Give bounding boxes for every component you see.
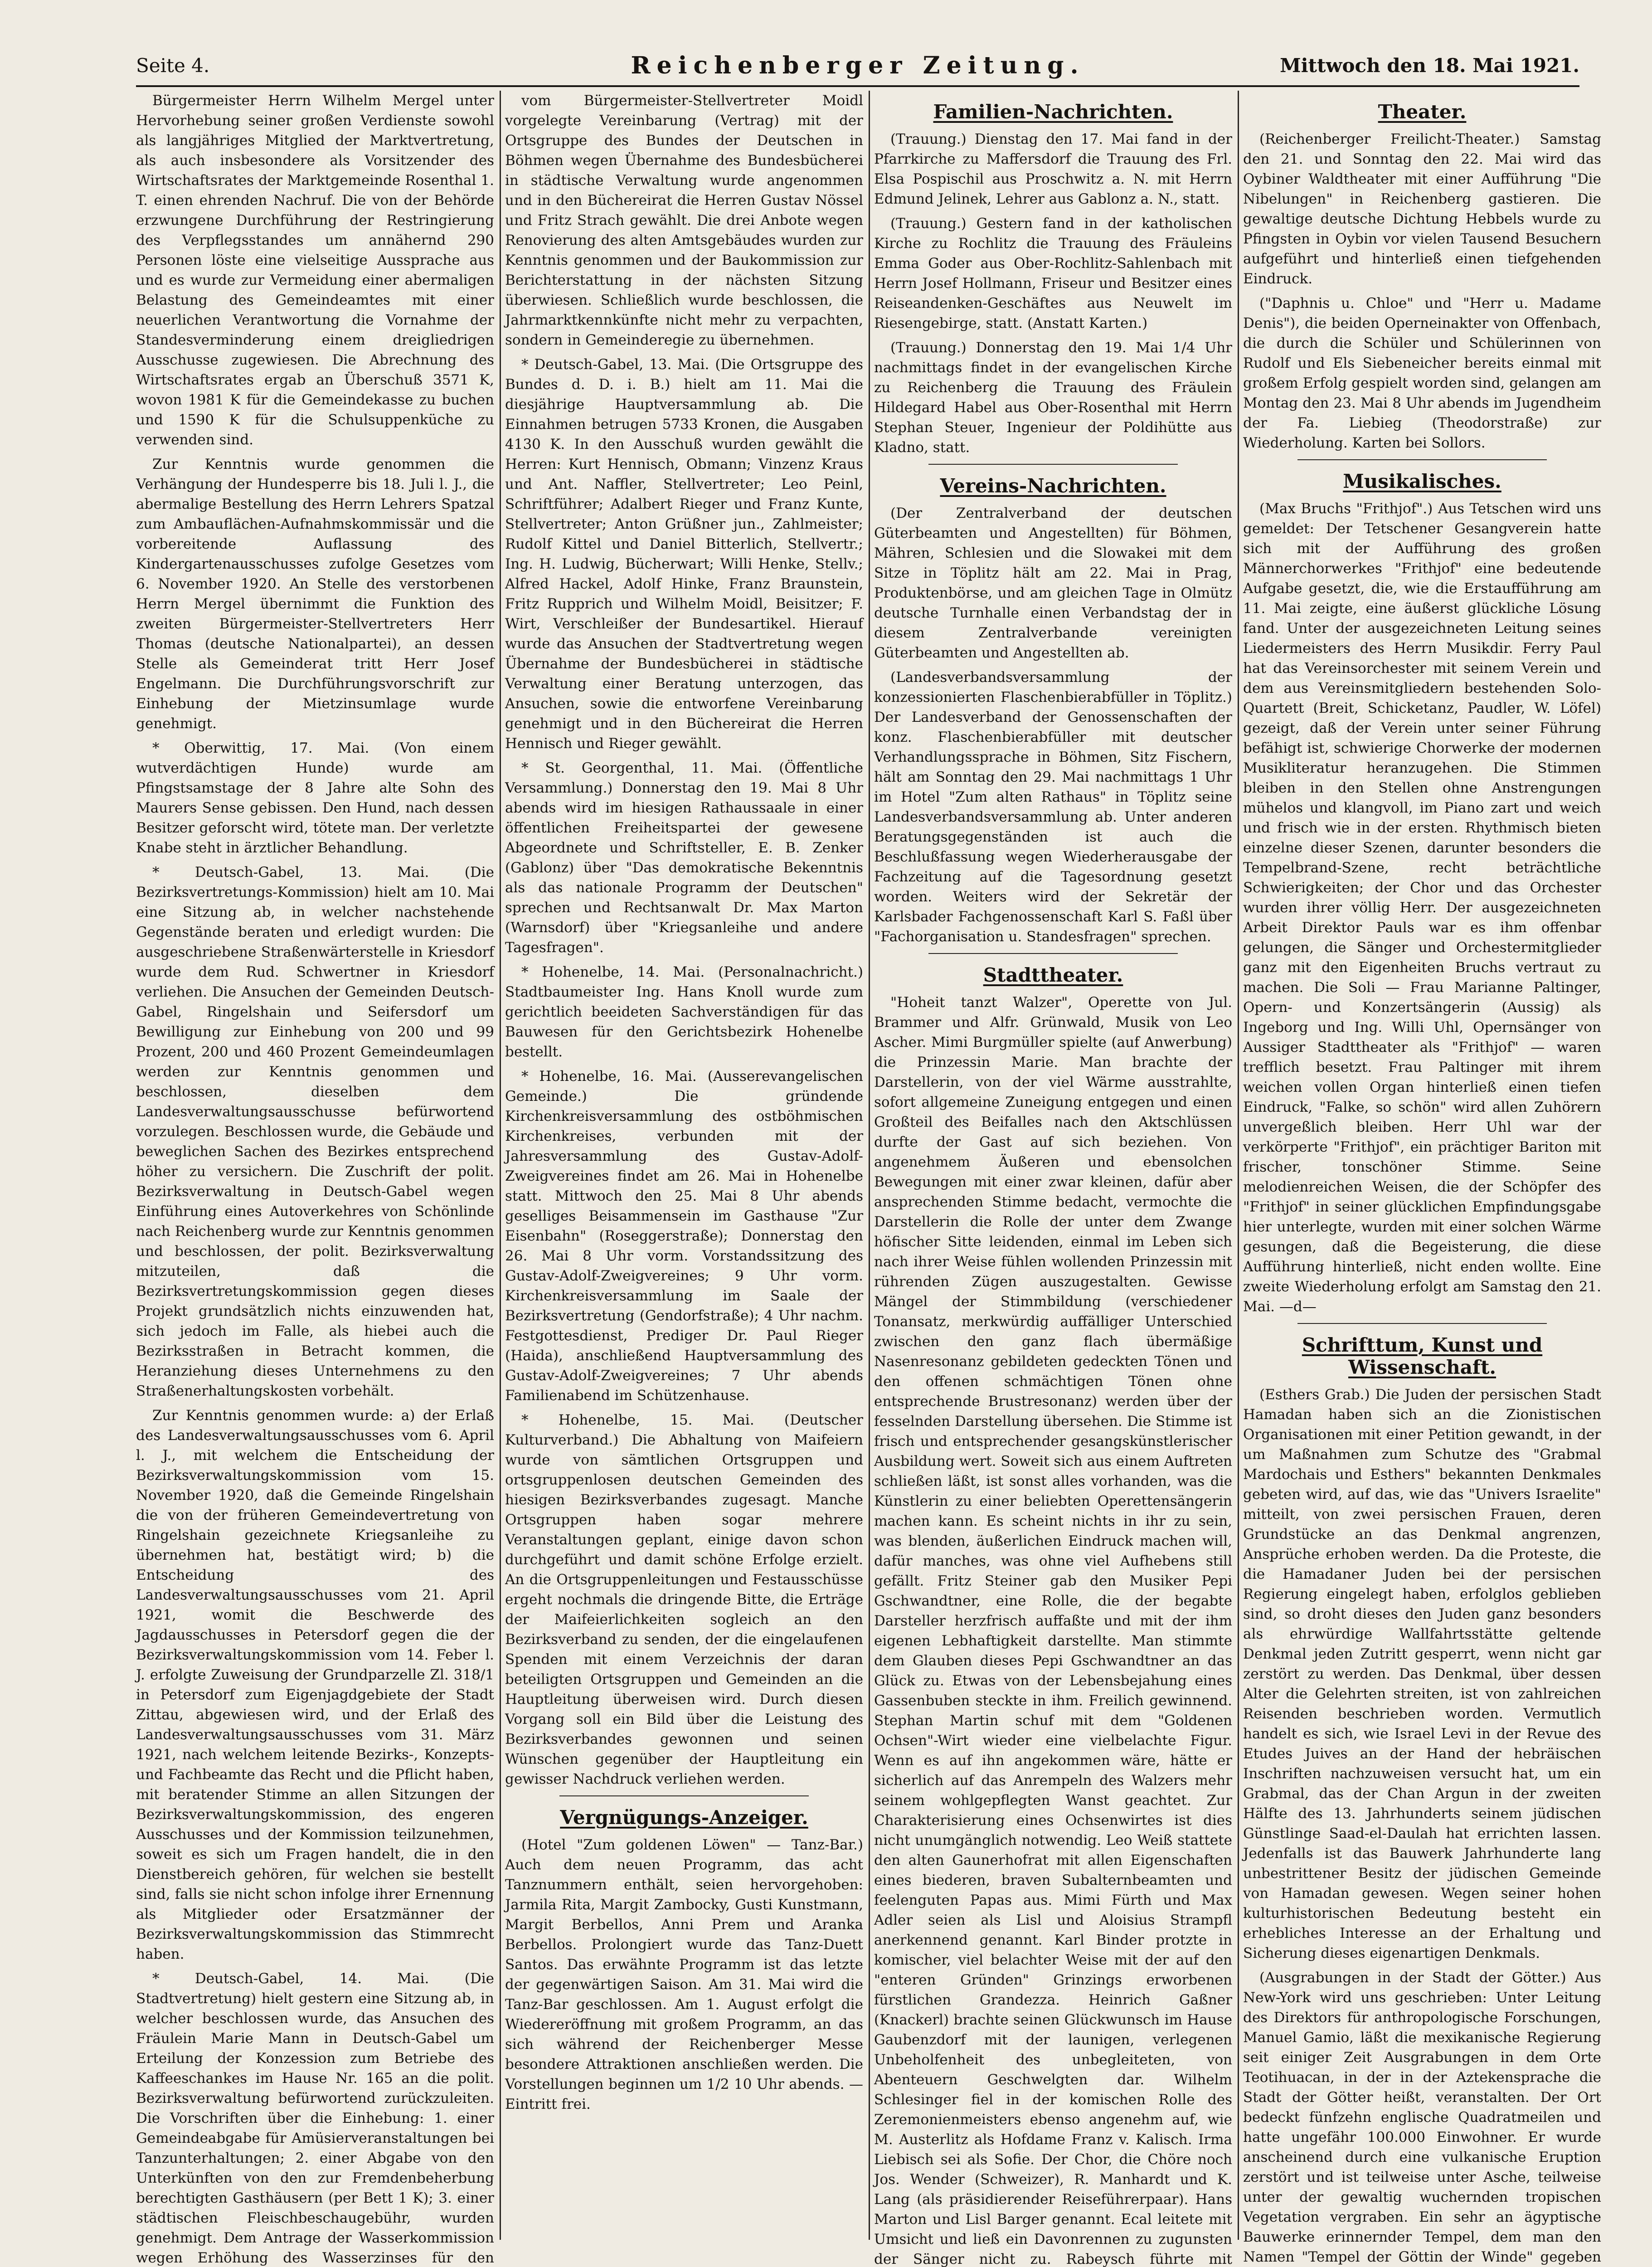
article-paragraph: * Hohenelbe, 15. Mai. (Deutscher Kulturverband.) Die Abhaltung von Maifeiern wurde von sämtlichen Ortsgruppen und ortsgruppenlosen deutschen Gemeinden des hiesigen Bezirksverbandes zugesagt. Manche Ortsgruppen haben sogar mehrere Veranstaltungen geplant, einige davon schon durchgeführt und damit schöne Erfolge erzielt. An die Ortsgruppenleitungen und Festausschüsse ergeht nochmals die dringende Bitte, die Erträge der Maifeierlichkeiten sogleich an den Bezirksverband zu senden, der die eingelaufenen Spenden mit einem Verzeichnis der daran beteiligten Ortsgruppen und Gemeinden an die Hauptleitung überweisen wird. Durch diesen Vorgang soll ein Bild über die Leistung des Bezirksverbandes gewonnen und seinen Wünschen gegenüber der Hauptleitung ein gewisser Nachdruck verliehen werden.: [505, 1412, 863, 1787]
article-paragraph: vom Bürgermeister-Stellvertreter Moidl vorgelegte Vereinbarung (Vertrag) mit der Ortsgruppe des Bundes der Deutschen in Böhmen wegen Übernahme des Bundesbücherei in städtische Verwaltung wurde angenommen und in den Büchereirat die Herren Gustav Nössel und Fritz Strach gewählt. Die drei Anbote wegen Renovierung des alten Amtsgebäudes wurden zur Kenntnis genommen und der Baukommission zur Berichterstattung in der nächsten Sitzung überwiesen. Schließlich wurde beschlossen, die Jahrmarktkennkünfte nicht mehr zu verpachten, sondern in Gemeinderegie zu übernehmen.: [505, 92, 863, 348]
section-heading: Vergnügungs-Anzeiger.: [560, 1806, 808, 1829]
article-paragraph: * Deutsch-Gabel, 13. Mai. (Die Ortsgruppe des Bundes d. D. i. B.) hielt am 11. Mai die diesjährige Hauptversammlung ab. Die Einnahmen betrugen 5733 Kronen, die Ausgaben 4130 K. In den Ausschuß wurden gewählt die Herren: Kurt Hennisch, Obmann; Vinzenz Kraus und Ant. Naffler, Stellvertreter; Leo Peinl, Schriftführer; Adalbert Rieger und Franz Kunte, Stellvertreter; Anton Grüßner jun., Zahlmeister; Rudolf Kittel und Daniel Bitterlich, Stellvertr.; Ing. H. Ludwig, Bücherwart; Willi Henke, Stellv.; Alfred Hackel, Adolf Hinke, Franz Braunstein, Fritz Rupprich und Wilhelm Moidl, Beisitzer; F. Wirt, Verschleißer der Bundesartikel. Hierauf wurde das Ansuchen der Stadtvertretung wegen Übernahme der Bundesbücherei in städtische Verwaltung einer Beratung unterzogen, das Ansuchen, sowie die entworfene Vereinbarung genehmigt und in den Büchereirat die Herren Hennisch und Rieger gewählt.: [505, 356, 863, 752]
masthead: Reichenberger Zeitung.: [631, 52, 1085, 79]
article-paragraph: Zur Kenntnis genommen wurde: a) der Erlaß des Landesverwaltungsausschusses vom 6. April l. J., mit welchem die Entscheidung der Bezirksverwaltungskommission vom 15. November 1920, daß die Gemeinde Ringelshain die von der früheren Gemeindevertretung von Ringelshain gezeichnete Kriegsanleihe zu übernehmen hat, bestätigt wird; b) die Entscheidung des Landesverwaltungsausschusses vom 21. April 1921, womit die Beschwerde des Jagdausschusses in Petersdorf gegen die der Bezirksverwaltungskommission vom 14. Feber l. J. erfolgte Zuweisung der Grundparzelle Zl. 318/1 in Petersdorf zum Eigenjagdgebiete der Stadt Zittau, abgewiesen wird, und der Erlaß des Landesverwaltungsausschusses vom 31. März 1921, nach welchem leitende Bezirks-, Konzepts- und Fachbeamte das Recht und die Pflicht haben, mit beratender Stimme an allen Sitzungen der Bezirksverwaltungskommission, des engeren Ausschusses und der Kommission teilzunehmen, soweit es sich um Fragen handelt, die in den Dienstbereich gehören, für welchen sie bestellt sind, falls sie nicht schon infolge ihrer Ernennung als Mitglieder oder Ersatzmänner der Bezirksverwaltungskommission das Stimmrecht haben.: [136, 1407, 494, 1962]
article-paragraph: * Deutsch-Gabel, 14. Mai. (Die Stadtvertretung) hielt gestern eine Sitzung ab, in welcher beschlossen wurde, das Ansuchen des Fräulein Marie Mann in Deutsch-Gabel um Erteilung der Konzession zum Betriebe des Kaffeeschankes im Hause Nr. 165 an die polit. Bezirksverwaltung befürwortend zurückzuleiten. Die Vorschriften über die Einhebung: 1. einer Gemeindeabgabe für Amüsierveranstaltungen bei Tanzunterhaltungen; 2. einer Abgabe von den Unterkünften von den zur Fremdenbeherbung berechtigten Gasthäusern (per Bett 1 K); 3. einer städtischen Fleischbeschaugebühr, wurden genehmigt. Dem Antrage der Wasserkommission wegen Erhöhung des Wasserzinses für den: [136, 1970, 494, 2266]
article-paragraph: (Trauung.) Gestern fand in der katholischen Kirche zu Rochlitz die Trauung des Fräuleins Emma Goder aus Ober-Rochlitz-Sahlenbach mit Herrn Josef Hollmann, Friseur und Besitzer eines Reiseandenken-Geschäftes aus Neuwelt im Riesengebirge, statt. (Anstatt Karten.): [874, 215, 1232, 331]
article-paragraph: "Hoheit tanzt Walzer", Operette von Jul. Brammer und Alfr. Grünwald, Musik von Leo Ascher. Mimi Burgmüller spielte (auf Anwerbung) die Prinzessin Marie. Man brachte der Darstellerin, von der viel Wärme ausstrahlte, sofort allgemeine Zuneigung entgegen und einen Großteil des Beifalles nach den Aktschlüssen durfte der Gast auf sich beziehen. Von angenehmem Äußeren und ebensolchen Bewegungen mit einer zwar kleinen, dafür aber ansprechenden Stimme bedacht, vermochte die Darstellerin die Rolle der unter dem Zwange höfischer Sitte leidenden, einmal im Leben sich nach ihrer Weise fühlen wollenden Prinzessin mit rührenden Zügen auszugestalten. Gewisse Mängel der Stimmbildung (verschiedener Tonansatz, merkwürdig auffälliger Unterschied zwischen den ganz flach übermäßige Nasenresonanz gebildeten gedeckten Tönen und den offenen schmächtigen Tönen ohne entsprechende Brustresonanz) werden über der fesselnden Darstellung übersehen. Die Stimme ist frisch und entsprechender gesangskünstlerischer Ausbildung wert. Soweit sich aus einem Auftreten schließen läßt, ist sonst alles vorhanden, was die Künstlerin zu einer beliebten Operettensängerin machen kann. Es scheint nichts in ihr zu sein, was blenden, äußerlichen Eindruck machen will, dafür manches, was ohne viel Aufhebens still gefällt. Fritz Steiner gab den Musiker Pepi Gschwandtner, eine Rolle, die der begabte Darsteller herzfrisch auffaßte und mit der ihm eigenen Lebhaftigkeit darstellte. Man stimmte dem Glauben dieses Pepi Gschwandtner an das Glück zu. Etwas von der Lebensbejahung eines Gassenbuben steckte in ihm. Freilich gewinnend. Stephan Martin schuf mit dem "Goldenen Ochsen"-Wirt wieder eine vielbelachte Figur. Wenn es auf ihn angekommen wäre, hätte er sicherlich auf das Anrempeln des Walzers mehr seinem wohlgepflegten Wanst geachtet. Zur Charakterisierung eines Ochsenwirtes ist dies nicht unumgänglich notwendig. Leo Weiß stattete den alten Gaunerhofrat mit allen Eigenschaften eines biederen, braven Subalternbeamten und feelenguten Papas aus. Mimi Fürth und Max Adler seien als Lisl und Aloisius Strampfl anerkennend genannt. Karl Binder protzte in komischer, viel belachter Weise mit der auf den "enteren Gründen" Grinzings erworbenen fürstlichen Grandezza. Heinrich Gaßner (Knackerl) brachte seinen Glückwunsch im Hause Gaubenzdorf mit der launigen, verlegenen Unbeholfenheit des unbegleiteten, von Abenteuern Geschwelgten dar. Wilhelm Schlesinger fiel in der komischen Rolle des Zeremonienmeisters ebenso angenehm auf, wie M. Austerlitz als Hofdame Franz v. Kalisch. Irma Liebisch sei als Sofie. Der Chor, die Chöre noch Jos. Wender (Schweizer), R. Manhardt und K. Lang (als präsidierender Reiseführerpaar). Hans Marton und Lisl Barger genannt. Ecal leitete mit Umsicht und ließ ein Davonrennen zu zugunsten der Sänger nicht zu. Rabeysch führte mit: [874, 994, 1232, 2267]
column-3: [874, 91, 1232, 2267]
article-paragraph: * Hohenelbe, 14. Mai. (Personalnachricht.) Stadtbaumeister Ing. Hans Knoll wurde zum gerichtlich beeideten Sachverständigen für das Bauwesen für den Gerichtsbezirk Hohenelbe bestellt.: [505, 964, 863, 1060]
section-heading: Familien-Nachrichten.: [933, 101, 1173, 123]
column-1: [136, 91, 494, 2266]
column-rule: [1238, 91, 1239, 2240]
article-paragraph: * St. Georgenthal, 11. Mai. (Öffentliche Versammlung.) Donnerstag den 19. Mai 8 Uhr abends wird im hiesigen Rathaussaale in einer öffentlichen Freiheitspartei der gewesene Abgeordnete und Schriftsteller, E. B. Zenker (Gablonz) über "Das demokratische Bekenntnis als das nationale Programm der Deutschen" sprechen und Rechtsanwalt Dr. Max Marton (Warnsdorf) über "Kriegsanleihe und andere Tagesfragen".: [505, 760, 863, 956]
section-divider: [928, 464, 1178, 465]
section-heading: Theater.: [1378, 101, 1467, 123]
page-number: Seite 4.: [136, 54, 210, 77]
article-paragraph: (Max Bruchs "Frithjof".) Aus Tetschen wird uns gemeldet: Der Tetschener Gesangverein hatte sich mit der Aufführung des großen Männerchorwerkes "Frithjof" eine bedeutende Aufgabe gesetzt, die, wie die Erstaufführung am 11. Mai zeigte, eine äußerst glückliche Lösung fand. Unter der ausgezeichneten Leitung seines Liedermeisters des Herrn Musikdir. Ferry Paul hat das Vereinsorchester mit seinem Verein und dem aus Vereinsmitgliedern bestehenden Solo-Quartett (Breit, Schicketanz, Paudler, W. Löfel) gezeigt, daß der Verein unter seiner Führung befähigt ist, schwierige Chorwerke der modernen Musikliteratur heranzugehen. Die Stimmen bleiben in den Stellen ohne Anstrengungen mühelos und klangvoll, im Piano zart und weich und frisch wie in der ersten. Rhythmisch bieten einzelne dieser Szenen, darunter besonders die Tempelbrand-Szene, recht beträchtliche Schwierigkeiten; der Chor und das Orchester wurden ihrer völlig Herr. Der ausgezeichneten Arbeit Direktor Pauls war es ihm offenbar gelungen, die Sänger und Orchestermitglieder ganz mit den Eigenheiten Bruchs vertraut zu machen. Die Soli — Frau Marianne Paltinger, Opern- und Konzertsängerin (Aussig) als Ingeborg und Ing. Willi Uhl, Opernsänger von Aussiger Stadttheater als "Frithjof" — waren trefflich besetzt. Frau Paltinger mit ihrem weichen vollen Organ hinterließ einen tiefen Eindruck, "Falke, so schön" wird allen Zuhörern unvergeßlich bleiben. Herr Uhl war der verkörperte "Frithjof", ein prächtiger Bariton mit frischer, tonschöner Stimme. Seine melodienreichen Weisen, die der Schöpfer des "Frithjof" in seiner glücklichen Empfindungsgabe hier unterlegte, wurden mit einer solchen Wärme gesungen, daß die Begeisterung, die diese Aufführung hinterließ, nicht enden wollte. Eine zweite Wiederholung erfolgt am Samstag den 21. Mai. —d—: [1243, 501, 1601, 1315]
section-heading: Stadttheater.: [983, 964, 1123, 986]
article-paragraph: Bürgermeister Herrn Wilhelm Mergel unter Hervorhebung seiner großen Verdienste sowohl als langjähriges Mitglied der Marktvertretung, als auch insbesondere als Vorsitzender des Wirtschaftsrates der Marktgemeinde Rosenthal 1. T. einen ehrenden Nachruf. Die von der Behörde erzwungene Durchführung der Restringierung des Verpflegsstandes um annähernd 290 Personen löste eine vielseitige Aussprache aus und es wurde zur Vermeidung einer abermaligen Belastung des Gemeindeamtes mit einer neuerlichen Verantwortung die Vornahme der Standesverminderung einem dreigliedrigen Ausschusse zugewiesen. Die Abrechnung des Wirtschaftsrates ergab an Überschuß 3571 K, wovon 1981 K für die Gemeindekasse zu buchen und 1590 K für die Schulsuppenküche zu verwenden sind.: [136, 92, 494, 448]
column-2: [505, 91, 863, 2240]
article-columns: [136, 91, 1601, 2267]
section-heading: Musikalisches.: [1343, 470, 1501, 492]
column-rule: [869, 91, 870, 2240]
article-paragraph: Zur Kenntnis wurde genommen die Verhängung der Hundesperre bis 18. Juli l. J., die abermalige Bestellung des Herrn Lehrers Spatzal zum Ambauflächen-Aufnahmskommissär und die vorbereitende Auflassung des Kindergartenausschusses zufolge Gesetzes vom 6. November 1920. An Stelle des verstorbenen Herrn Mergel übernimmt die Funktion des zweiten Bürgermeister-Stellvertreters Herr Thomas (deutsche Nationalpartei), an dessen Stelle als Gemeinderat tritt Herr Josef Engelmann. Die Durchführungsvorschrift zur Einhebung der Mietzinsumlage wurde genehmigt.: [136, 456, 494, 732]
article-paragraph: * Hohenelbe, 16. Mai. (Ausserevangelischen Gemeinde.) Die gründende Kirchenkreisversammlung des ostböhmischen Kirchenkreises, verbunden mit der Jahresversammlung des Gustav-Adolf-Zweigvereines findet am 26. Mai in Hohenelbe statt. Mittwoch den 25. Mai 8 Uhr abends geselliges Beisammensein im Gasthause "Zur Eisenbahn" (Roseggerstraße); Donnerstag den 26. Mai 8 Uhr vorm. Vorstandssitzung des Gustav-Adolf-Zweigvereines; 9 Uhr vorm. Kirchenkreisversammlung im Saale der Bezirksvertretung (Gendorfstraße); 4 Uhr nachm. Festgottesdienst, Prediger Dr. Paul Rieger (Haida), anschließend Hauptversammlung des Gustav-Adolf-Zweigvereines; 7 Uhr abends Familienabend im Schützenhause.: [505, 1068, 863, 1404]
section-heading: Schrifttum, Kunst und Wissenschaft.: [1302, 1334, 1543, 1378]
article-paragraph: (Trauung.) Dienstag den 17. Mai fand in der Pfarrkirche zu Maffersdorf die Trauung des Frl. Elsa Pospischil aus Proschwitz a. N. mit Herrn Edmund Jelinek, Lehrer aus Gablonz a. N., statt.: [874, 131, 1232, 207]
section-divider: [1297, 459, 1547, 460]
section-divider: [1297, 1323, 1547, 1324]
article-paragraph: * Deutsch-Gabel, 13. Mai. (Die Bezirksvertretungs-Kommission) hielt am 10. Mai eine Sitzung ab, in welcher nachstehende Gegenstände beraten und erledigt wurden: Die ausgeschriebene Straßenwärterstelle in Kriesdorf wurde dem Rud. Schwertner in Kriesdorf verliehen. Die Ansuchen der Gemeinden Deutsch-Gabel, Ringelshain und Seifersdorf um Bewilligung zur Einhebung von 200 und 99 Prozent, 200 und 460 Prozent Gemeindeumlagen werden zur Kenntnis genommen und beschlossen, dieselben dem Landesverwaltungsausschusse befürwortend vorzulegen. Beschlossen wurde, die Gebäude und beweglichen Sachen des Bezirkes entsprechend höher zu versichern. Die Zuschrift der polit. Bezirksverwaltung in Deutsch-Gabel wegen Einführung eines Autoverkehres von Schönlinde nach Reichenberg wurde zur Kenntnis genommen und beschlossen, der polit. Bezirksverwaltung mitzuteilen, daß die Bezirksvertretungskommission gegen dieses Projekt grundsätzlich nichts einzuwenden hat, sich jedoch im Falle, als hiebei auch die Bezirksstraßen in Betracht kommen, die Heranziehung dieses Unternehmens zu den Straßenerhaltungskosten vorbehält.: [136, 864, 494, 1399]
article-paragraph: (Ausgrabungen in der Stadt der Götter.) Aus New-York wird uns geschrieben: Unter Leitung des Direktors für anthropologische Forschungen, Manuel Gamio, läßt die mexikanische Regierung seit einiger Zeit Ausgrabungen in dem Orte Teotihuacan, in der in der Aztekensprache die Stadt der Götter heißt, veranstalten. Der Ort bedeckt fünfzehn englische Quadratmeilen und hatte ungefähr 100.000 Einwohner. Er wurde anscheinend durch eine vulkanische Eruption zerstört und ist teilweise unter Asche, teilweise unter der gewaltig wuchernden tropischen Vegetation vergraben. Ein sehr an ägyptische Bauwerke erinnernder Tempel, dem man den Namen "Tempel der Göttin der Winde" gegeben: [1243, 1970, 1601, 2265]
article-paragraph: (Landesverbandsversammlung der konzessionierten Flaschenbierabfüller in Töplitz.) Der Landesverband der Genossenschaften der konz. Flaschenbierabfüller mit deutscher Verhandlungssprache in Böhmen, Sitz Fischern, hält am Sonntag den 29. Mai nachmittags 1 Uhr im Hotel "Zum alten Rathaus" in Töplitz seine Landesverbandsversammlung ab. Unter anderen Beratungsgegenständen ist auch die Beschlußfassung wegen Wiederherausgabe der Fachzeitung auf die Tagesordnung gesetzt worden. Weiters wird der Sekretär der Karlsbader Fachgenossenschaft Karl S. Faßl über "Fachorganisation u. Standesfragen" sprechen.: [874, 669, 1232, 945]
article-paragraph: (Hotel "Zum goldenen Löwen" — Tanz-Bar.) Auch dem neuen Programm, das acht Tanznummern enthält, seien hervorgehoben: Jarmila Rita, Margit Zambocky, Gusti Kunstmann, Margit Berbellos, Anni Prem und Aranka Berbellos. Prolongiert wurde das Tanz-Duett Santos. Das erwähnte Programm ist das letzte der gegenwärtigen Saison. Am 31. Mai wird die Tanz-Bar geschlossen. Am 1. August erfolgt die Wiedereröffnung mit großem Programm, an das sich während der Reichenberger Messe besondere Attraktionen anschließen werden. Die Vorstellungen beginnen um 1/2 10 Uhr abends. — Eintritt frei.: [505, 1837, 863, 2112]
article-paragraph: (Reichenberger Freilicht-Theater.) Samstag den 21. und Sonntag den 22. Mai wird das Oybiner Waldtheater mit einer Aufführung "Die Nibelungen" in Reichenberg gastieren. Die gewaltige deutsche Dichtung Hebbels wurde zu Pfingsten in Oybin vor vielen Tausend Besuchern aufgeführt und hinterließ einen tiefgehenden Eindruck.: [1243, 131, 1601, 287]
issue-date: Mittwoch den 18. Mai 1921.: [1280, 54, 1579, 77]
column-4: [1243, 91, 1601, 2265]
section-heading: Vereins-Nachrichten.: [940, 475, 1166, 497]
column-rule: [500, 91, 501, 2240]
article-paragraph: (Esthers Grab.) Die Juden der persischen Stadt Hamadan haben sich an die Zionistischen Organisationen mit einer Petition gewandt, in der um Maßnahmen zum Schutze des "Grabmal Mardochais und Esthers" bekannten Denkmales gebeten wird, auf das, wie das "Univers Israelite" mitteilt, von zwei persischen Frauen, deren Grundstücke an das Denkmal angrenzen, Ansprüche erhoben werden. Da die Proteste, die die Hamadaner Juden bei der persischen Regierung eingelegt haben, erfolglos geblieben sind, so droht dieses den Juden ganz besonders als ehrwürdige Wallfahrtsstätte geltende Denkmal jeden Zutritt gesperrt, wenn nicht gar zerstört zu werden. Das Denkmal, über dessen Alter die Gelehrten streiten, ist von zahlreichen Reisenden beschrieben worden. Vermutlich handelt es sich, wie Israel Levi in der Revue des Etudes Juives an der Hand der hebräischen Inschriften nachzuweisen versucht hat, um ein Grabmal, das der Chan Argun in der zweiten Hälfte des 13. Jahrhunderts seinem jüdischen Günstlinge Saad-el-Daulah hat errichten lassen. Jedenfalls ist das Bauwerk Jahrhunderte lang unbestrittener Besitz der jüdischen Gemeinde von Hamadan gewesen. Wegen seiner hohen kulturhistorischen Bedeutung besteht ein erhebliches Interesse an der Erhaltung und Sicherung dieses eigenartigen Denkmals.: [1243, 1386, 1601, 1961]
section-divider: [928, 953, 1178, 954]
article-paragraph: ("Daphnis u. Chloe" und "Herr u. Madame Denis"), die beiden Operneinakter von Offenbach, die durch die Schüler und Schülerinnen von Rudolf und Els Siebeneicher bereits einmal mit großem Erfolg gespielt worden sind, gelangen am Montag den 23. Mai 8 Uhr abends im Jugendheim der Fa. Liebieg (Theodorstraße) zur Wiederholung. Karten bei Sollors.: [1243, 295, 1601, 451]
page-header: [136, 45, 1579, 87]
article-paragraph: (Trauung.) Donnerstag den 19. Mai 1/4 Uhr nachmittags findet in der evangelischen Kirche zu Reichenberg die Trauung des Fräulein Hildegard Habel aus Ober-Rosenthal mit Herrn Stephan Steuer, Ingenieur der Poldihütte aus Kladno, statt.: [874, 340, 1232, 456]
section-divider: [559, 1795, 809, 1796]
article-paragraph: (Der Zentralverband der deutschen Güterbeamten und Angestellten) für Böhmen, Mähren, Schlesien und die Slowakei mit dem Sitze in Töplitz hält am 22. Mai in Prag, Produktenbörse, und am gleichen Tage in Olmütz deutsche Turnhalle einen Verbandstag der in diesem Zentralverbande vereinigten Güterbeamten und Angestellten ab.: [874, 505, 1232, 661]
article-paragraph: * Oberwittig, 17. Mai. (Von einem wutverdächtigen Hunde) wurde am Pfingstsamstage der 8 Jahre alte Sohn des Maurers Sense gebissen. Den Hund, nach dessen Besitzer geforscht wird, tötete man. Der verletzte Knabe steht in ärztlicher Behandlung.: [136, 740, 494, 856]
